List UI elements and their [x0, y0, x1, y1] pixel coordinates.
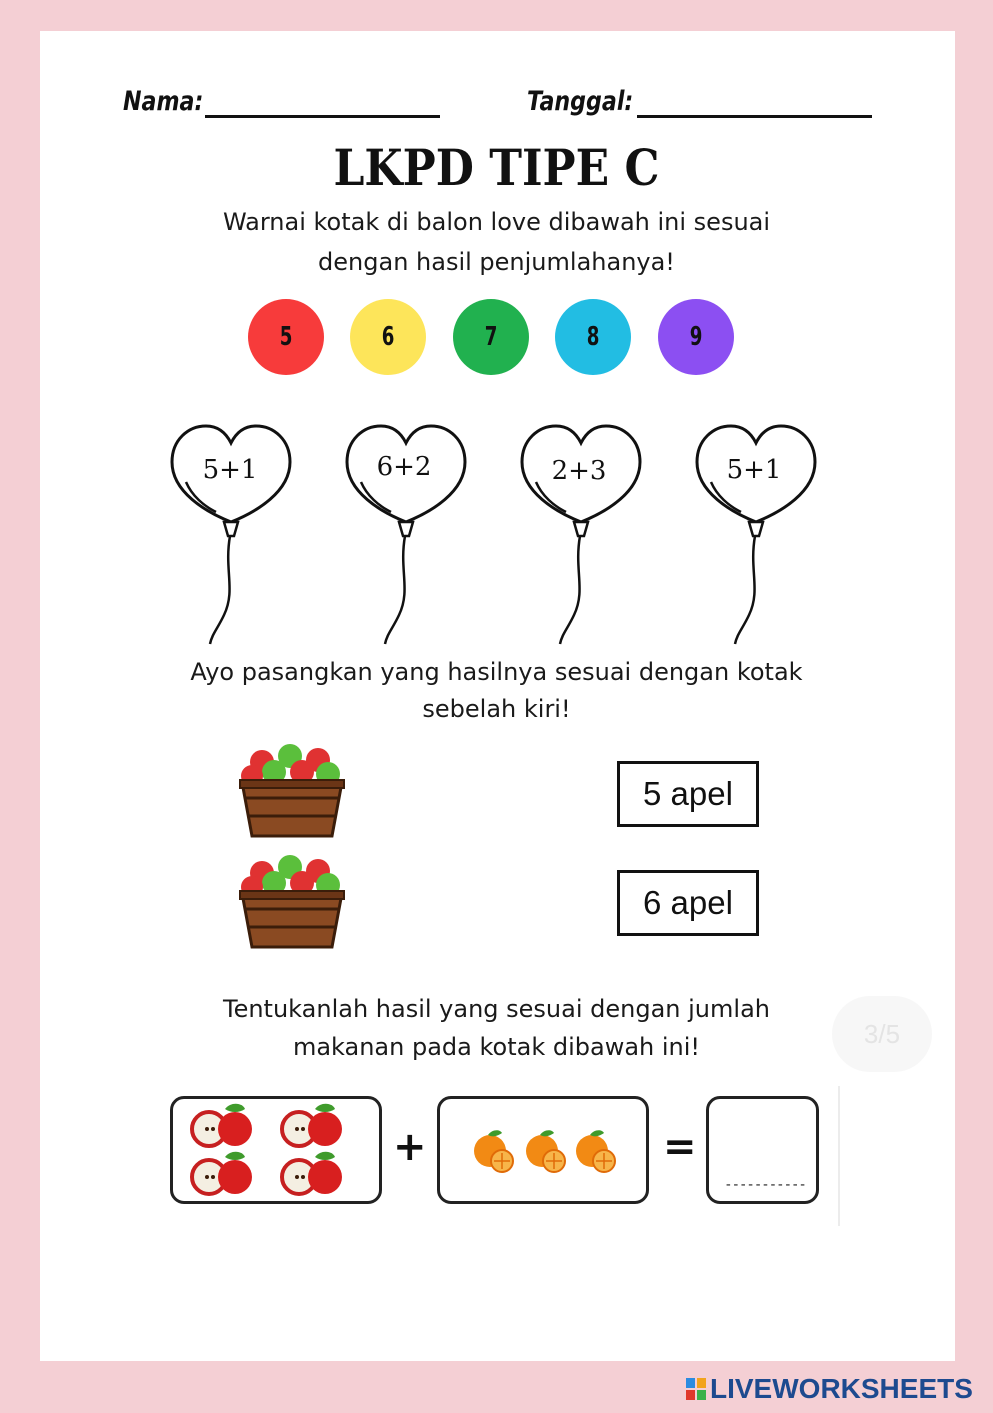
balloon-sum: 6+2	[376, 452, 432, 482]
plus-sign: +	[393, 1124, 427, 1170]
result-answer-box[interactable]	[706, 1096, 819, 1204]
balloon-sum: 2+3	[551, 456, 607, 486]
heart-balloon-icon	[691, 420, 821, 646]
section3-instruction-line1: Tentukanlah hasil yang sesuai dengan jumlah	[223, 995, 770, 1023]
section2-instruction-line2: sebelah kiri!	[422, 695, 571, 723]
balloon-sum: 5+1	[202, 455, 258, 485]
page-counter: 3/5	[832, 996, 932, 1072]
name-label: Nama:	[123, 86, 204, 117]
color-key-dot: 7	[453, 299, 529, 375]
apple-count-box	[170, 1096, 382, 1204]
balloon-sum: 5+1	[726, 455, 782, 485]
color-key-dot: 6	[350, 299, 426, 375]
color-key-dot: 9	[658, 299, 734, 375]
section1-instruction-line1: Warnai kotak di balon love dibawah ini sesuai	[222, 208, 771, 236]
section2-instruction-line1: Ayo pasangkan yang hasilnya sesuai dengan kotak	[190, 658, 803, 686]
section1-instruction-line2: dengan hasil penjumlahanya!	[318, 248, 675, 276]
color-key-dot: 5	[248, 299, 324, 375]
apple-icon	[173, 1099, 379, 1201]
name-field-line[interactable]	[205, 115, 440, 118]
section3-instruction-line2: makanan pada kotak dibawah ini!	[292, 1033, 701, 1061]
orange-count-box	[437, 1096, 649, 1204]
heart-balloon[interactable]	[166, 420, 296, 646]
answer-box[interactable]: 6 apel	[617, 870, 759, 936]
apple-basket-icon[interactable]	[238, 738, 346, 840]
orange-icon	[440, 1099, 646, 1201]
apple-basket-icon[interactable]	[238, 849, 346, 951]
liveworksheets-brand: LIVEWORKSHEETS	[710, 1373, 973, 1404]
date-label: Tanggal:	[527, 86, 634, 117]
color-key-dot: 8	[555, 299, 631, 375]
heart-balloon[interactable]	[516, 420, 646, 646]
equals-sign: =	[663, 1124, 697, 1170]
divider	[838, 1086, 840, 1226]
heart-balloon[interactable]	[691, 420, 821, 646]
heart-balloon-icon	[516, 420, 646, 646]
answer-blank-line: -----------	[724, 1177, 806, 1193]
page-title: LKPD TIPE C	[333, 138, 660, 197]
heart-balloon-icon	[166, 420, 296, 646]
liveworksheets-logo-icon	[686, 1378, 706, 1400]
liveworksheets-logo[interactable]	[686, 1374, 973, 1404]
answer-box[interactable]: 5 apel	[617, 761, 759, 827]
date-field-line[interactable]	[637, 115, 872, 118]
